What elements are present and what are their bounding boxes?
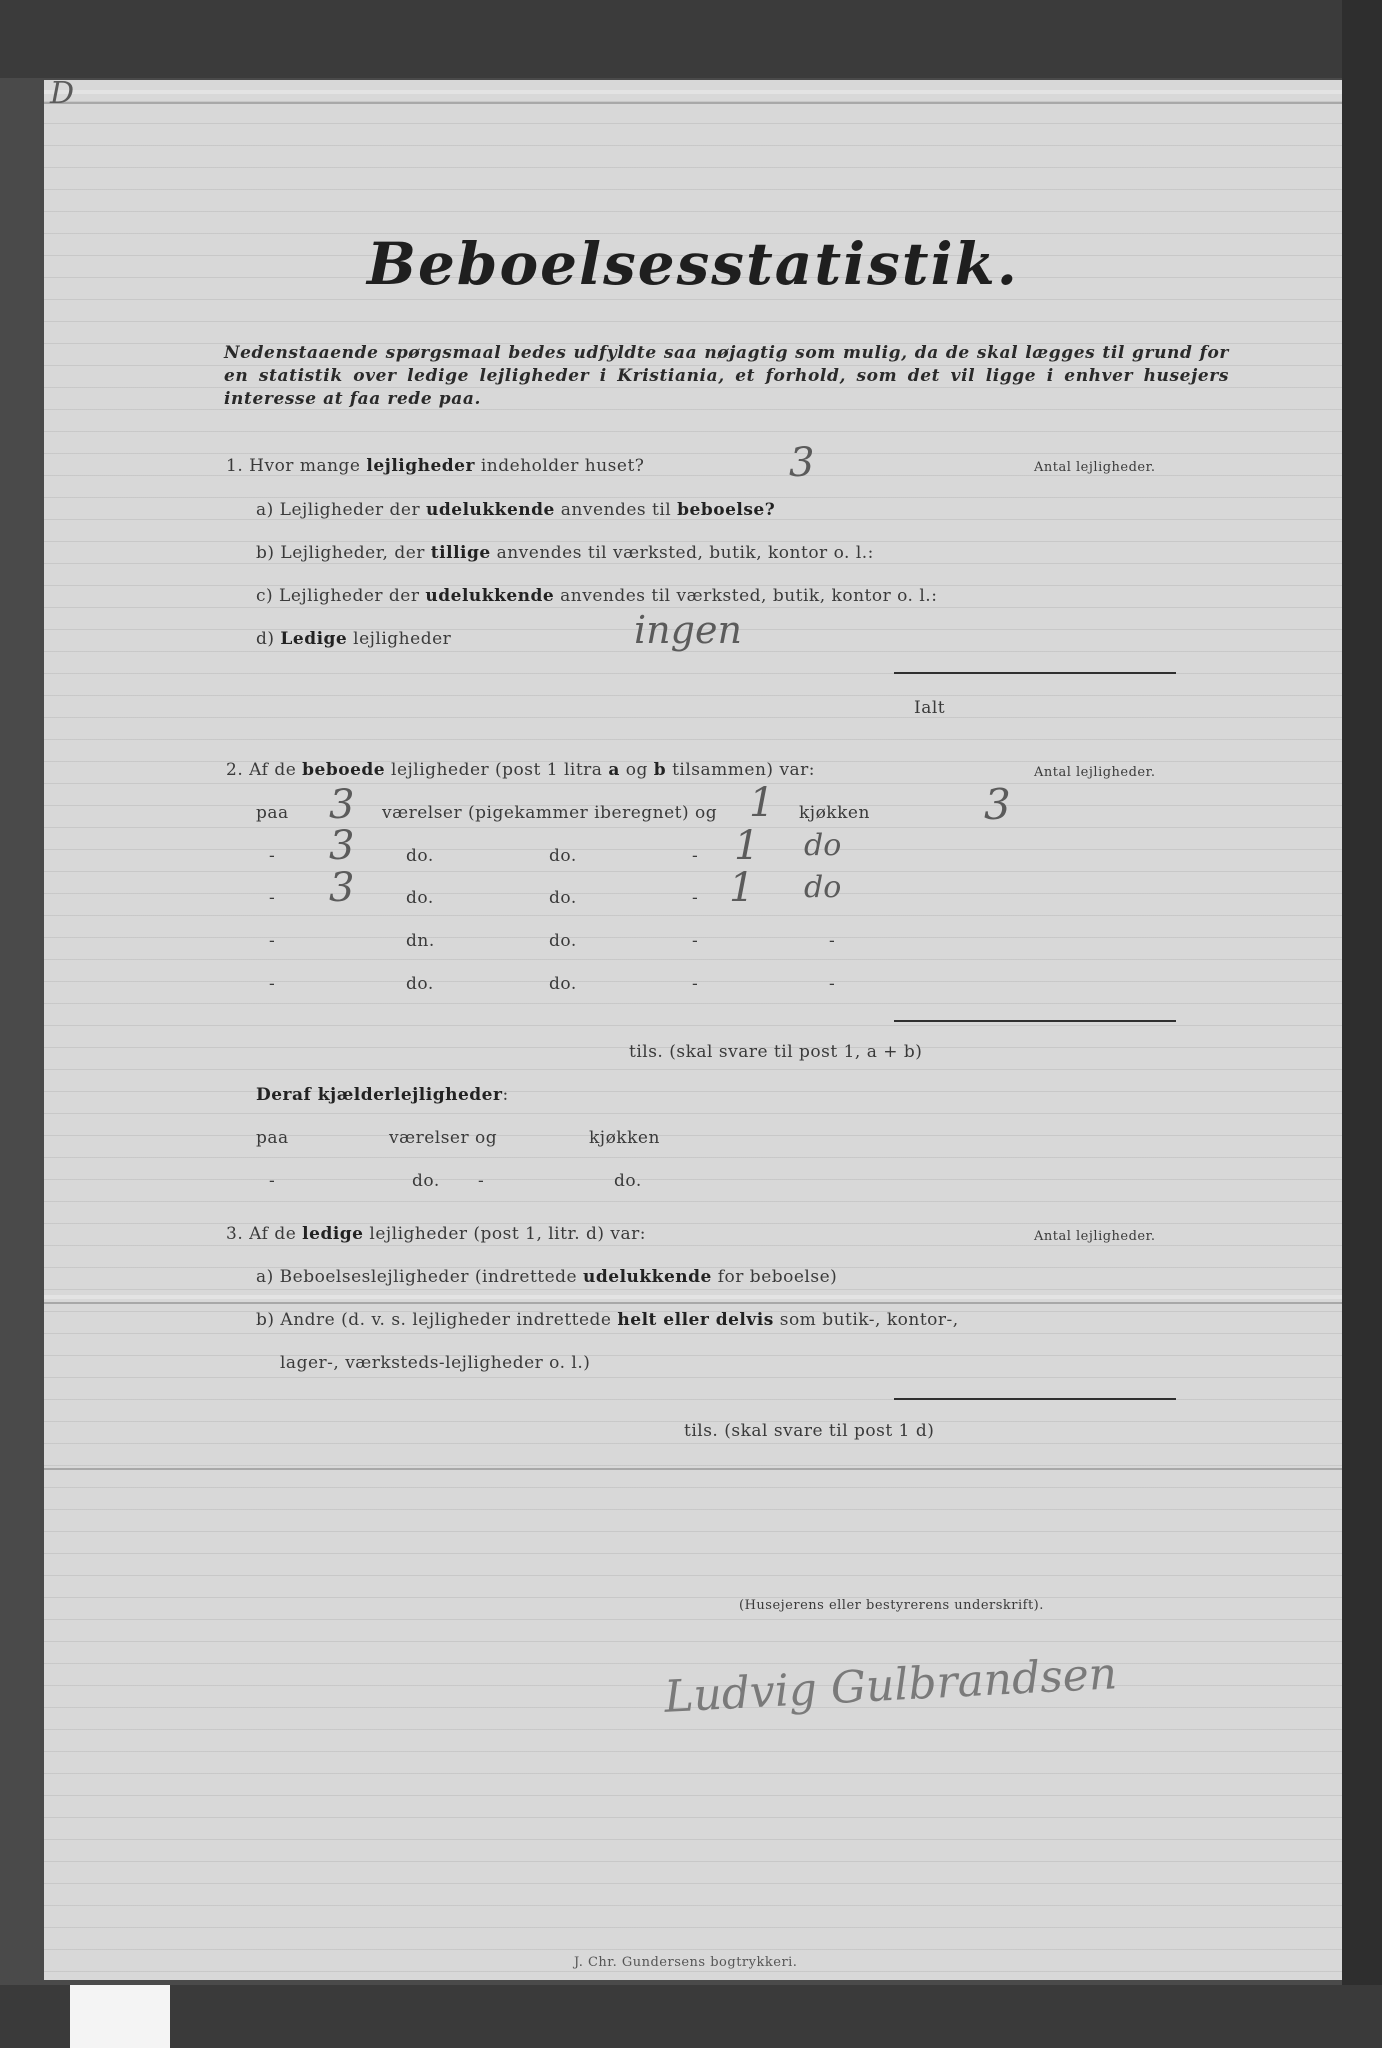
q1-item-a: a) Lejligheder der udelukkende anvendes til beboelse? <box>256 500 776 520</box>
q2-row5-do2: do. <box>549 974 577 994</box>
q2-row1-count: 3 <box>984 780 1011 829</box>
q2-row4-do: do. <box>549 931 577 951</box>
q2-row2-do2: do. <box>549 846 577 866</box>
q1-item-c: c) Lejligheder der udelukkende anvendes til værksted, butik, kontor o. l.: <box>256 586 938 606</box>
q2-row5-dash2: - <box>692 974 699 994</box>
q1-question: 1. Hvor mange lejligheder indeholder huset? <box>226 456 645 476</box>
q2-row3-kitchens: 1 <box>729 865 755 911</box>
q2-row2-kitchens: 1 <box>734 823 760 869</box>
q2-row3-do2: do. <box>549 888 577 908</box>
q2-row5-do: do. <box>406 974 434 994</box>
q2-cellar-kjokken: kjøkken <box>589 1128 660 1148</box>
q2-row4-dash: - <box>269 931 276 951</box>
q1-answer: 3 <box>789 440 815 486</box>
q2-row2-do: do. <box>406 846 434 866</box>
q2-row1-rooms: 3 <box>329 782 355 828</box>
fold-line <box>44 102 1342 104</box>
q3-column-label: Antal lejligheder. <box>1034 1229 1156 1244</box>
q3-number: 3. <box>226 1224 244 1244</box>
q2-deraf: Deraf kjælderlejligheder: <box>256 1085 509 1105</box>
q2-row3-dash2: - <box>692 888 699 908</box>
q2-cellar-vaerelser: værelser og <box>389 1128 498 1148</box>
q3-item-b-line2: lager-, værksteds-lejligheder o. l.) <box>280 1353 591 1373</box>
q1-item-b: b) Lejligheder, der tillige anvendes til værksted, butik, kontor o. l.: <box>256 543 874 563</box>
q2-cellar-do: do. <box>412 1171 440 1191</box>
q2-row4-dash2: - <box>692 931 699 951</box>
q3-total-rule <box>894 1398 1176 1400</box>
corner-mark: D <box>50 80 75 111</box>
form-sheet <box>44 80 1342 1980</box>
q2-row3-dash: - <box>269 888 276 908</box>
q1-number: 1. <box>226 456 244 476</box>
q3-item-b: b) Andre (d. v. s. lejligheder indrettede helt eller delvis som butik-, kontor-, <box>256 1310 959 1330</box>
scan-border-top <box>0 0 1382 78</box>
q2-cellar-do2: do. <box>614 1171 642 1191</box>
q1-column-label: Antal lejligheder. <box>1034 460 1156 475</box>
printer-imprint: J. Chr. Gundersens bogtrykkeri. <box>574 1955 798 1970</box>
q2-row2-dash: - <box>269 846 276 866</box>
page-title: Beboelsesstatistik. <box>366 230 1019 298</box>
q2-row1-paa: paa <box>256 803 289 823</box>
fold-line <box>44 90 1342 94</box>
q2-row3-kjokken: do <box>804 870 842 905</box>
q2-row4-dash3: - <box>829 931 836 951</box>
q2-row4-dn: dn. <box>406 931 435 951</box>
q1-total-label: Ialt <box>914 698 946 718</box>
q2-row1-vaerelser: værelser (pigekammer iberegnet) og <box>382 803 718 823</box>
q2-row1-kjokken: kjøkken <box>799 803 870 823</box>
q3-item-a: a) Beboelseslejligheder (indrettede udelukkende for beboelse) <box>256 1267 838 1287</box>
q2-total-rule <box>894 1020 1176 1022</box>
q2-number: 2. <box>226 760 244 780</box>
q2-row2-kjokken: do <box>804 828 842 863</box>
fold-line <box>44 1468 1342 1470</box>
q2-row2-dash2: - <box>692 846 699 866</box>
q1-total-rule <box>894 672 1176 674</box>
q2-row2-rooms: 3 <box>329 823 355 869</box>
q2-row5-dash3: - <box>829 974 836 994</box>
scan-border-bottom <box>0 1985 1382 2048</box>
q2-column-label: Antal lejligheder. <box>1034 765 1156 780</box>
q2-row1-kitchens: 1 <box>749 780 775 826</box>
q1-d-answer: ingen <box>634 608 742 652</box>
q3-question: 3. Af de ledige lejligheder (post 1, litr. d) var: <box>226 1224 647 1244</box>
intro-text: Nedenstaaende spørgsmaal bedes udfyldte saa nøjagtig som mulig, da de skal lægges til grund for en statistik over ledige lejligheder i Kristiania, et forhold, som det vil ligge i enhver husejers interesse at faa rede paa. <box>224 343 1229 409</box>
q2-row3-do: do. <box>406 888 434 908</box>
fold-line <box>44 1295 1342 1299</box>
q2-cellar-paa: paa <box>256 1128 289 1148</box>
q2-cellar-dash: - <box>269 1171 276 1191</box>
fold-line <box>44 1302 1342 1304</box>
q2-row3-rooms: 3 <box>329 865 355 911</box>
signature-label: (Husejerens eller bestyrerens underskrift). <box>739 1598 1044 1613</box>
scan-border-right <box>1342 0 1382 2048</box>
signature: Ludvig Gulbrandsen <box>662 1648 1119 1723</box>
q2-cellar-dash2: - <box>478 1171 485 1191</box>
q2-row5-dash: - <box>269 974 276 994</box>
q3-tils: tils. (skal svare til post 1 d) <box>684 1421 935 1441</box>
q2-question: 2. Af de beboede lejligheder (post 1 litra a og b tilsammen) var: <box>226 760 816 780</box>
scan-glare <box>70 1985 170 2048</box>
q2-tils: tils. (skal svare til post 1, a + b) <box>629 1042 923 1062</box>
q1-item-d: d) Ledige lejligheder <box>256 629 452 649</box>
